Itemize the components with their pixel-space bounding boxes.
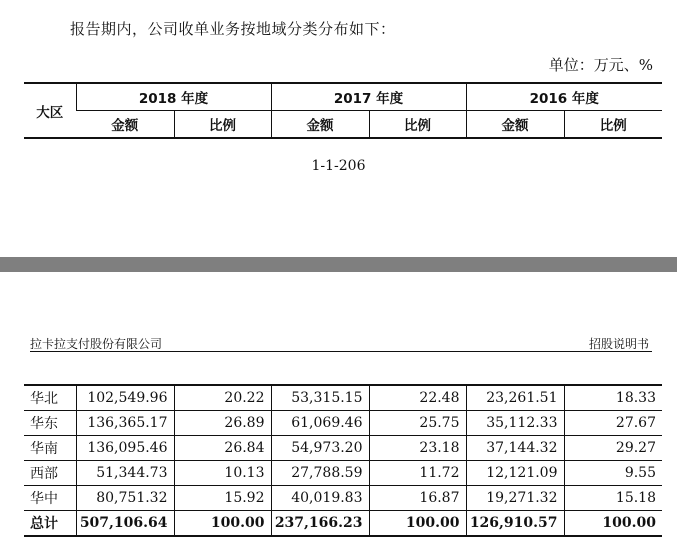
amount-2017-cell: 237,166.23 <box>271 511 369 537</box>
company-name: 拉卡拉支付股份有限公司 <box>30 337 163 351</box>
amount-2016-cell: 35,112.33 <box>466 411 564 436</box>
ratio-2016-cell: 15.18 <box>564 486 662 511</box>
ratio-2018-cell: 10.13 <box>174 461 271 486</box>
region-cell: 西部 <box>24 461 76 486</box>
amount-2017-cell: 40,019.83 <box>271 486 369 511</box>
ratio-2018-cell: 26.89 <box>174 411 271 436</box>
unit-label: 单位：万元、% <box>548 56 653 74</box>
amount-2017-cell: 61,069.46 <box>271 411 369 436</box>
table-row <box>24 385 662 411</box>
ratio-2016-cell: 27.67 <box>564 411 662 436</box>
region-cell: 华南 <box>24 436 76 461</box>
table-row <box>24 411 662 436</box>
total-row <box>24 511 662 537</box>
amount-header: 金额 <box>111 118 139 134</box>
ratio-2018-cell: 100.00 <box>174 511 271 537</box>
ratio-2017-cell: 11.72 <box>369 461 466 486</box>
page-break <box>0 257 677 272</box>
table-row <box>24 486 662 511</box>
amount-2016-cell: 126,910.57 <box>466 511 564 537</box>
amount-2016-cell: 37,144.32 <box>466 436 564 461</box>
ratio-2016-cell: 18.33 <box>564 385 662 411</box>
intro-text: 报告期内，公司收单业务按地域分类分布如下： <box>70 20 396 38</box>
ratio-2016-cell: 9.55 <box>564 461 662 486</box>
region-cell: 华中 <box>24 486 76 511</box>
year-header-2017: 2017 年度 <box>271 83 466 111</box>
amount-2017-cell: 53,315.15 <box>271 385 369 411</box>
header-rule <box>30 351 652 352</box>
document-type: 招股说明书 <box>588 337 649 351</box>
ratio-2017-cell: 16.87 <box>369 486 466 511</box>
year-header-2016: 2016 年度 <box>466 83 662 111</box>
region-cell: 华北 <box>24 385 76 411</box>
ratio-header: 比例 <box>369 111 466 139</box>
table-row <box>24 436 662 461</box>
ratio-2018-cell: 20.22 <box>174 385 271 411</box>
ratio-2017-cell: 100.00 <box>369 511 466 537</box>
table-header <box>24 82 662 139</box>
year-header-2018: 2018 年度 <box>76 83 271 111</box>
amount-2018-cell: 51,344.73 <box>76 461 174 486</box>
ratio-header: 比例 <box>564 111 662 139</box>
amount-2017-cell: 27,788.59 <box>271 461 369 486</box>
region-header: 大区 <box>24 83 76 138</box>
amount-2016-cell: 23,261.51 <box>466 385 564 411</box>
amount-2018-cell: 507,106.64 <box>76 511 174 537</box>
ratio-2018-cell: 26.84 <box>174 436 271 461</box>
amount-header: 金额 <box>466 111 564 139</box>
ratio-2016-cell: 100.00 <box>564 511 662 537</box>
region-cell: 总计 <box>30 516 58 532</box>
amount-2016-cell: 19,271.32 <box>466 486 564 511</box>
amount-2018-cell: 136,365.17 <box>76 411 174 436</box>
ratio-2016-cell: 29.27 <box>564 436 662 461</box>
ratio-header: 比例 <box>174 111 271 139</box>
ratio-2017-cell: 22.48 <box>369 385 466 411</box>
page-number: 1-1-206 <box>311 158 366 174</box>
amount-2016-cell: 12,121.09 <box>466 461 564 486</box>
ratio-2017-cell: 23.18 <box>369 436 466 461</box>
data-table <box>24 384 662 537</box>
amount-2018-cell: 80,751.32 <box>76 486 174 511</box>
ratio-2017-cell: 25.75 <box>369 411 466 436</box>
amount-header: 金额 <box>271 111 369 139</box>
table-row <box>24 461 662 486</box>
ratio-2018-cell: 15.92 <box>174 486 271 511</box>
amount-2018-cell: 136,095.46 <box>76 436 174 461</box>
amount-2018-cell: 102,549.96 <box>76 385 174 411</box>
amount-2017-cell: 54,973.20 <box>271 436 369 461</box>
region-cell: 华东 <box>24 411 76 436</box>
